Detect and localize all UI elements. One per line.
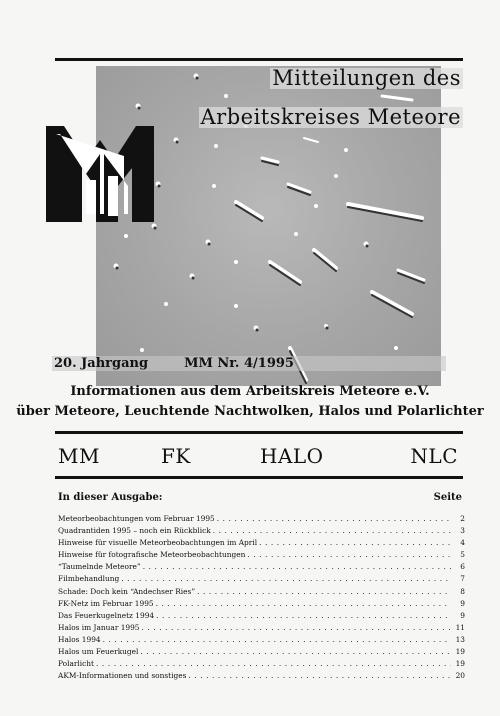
toc-leader [213,525,451,537]
toc-item-page: 13 [455,634,465,644]
issue-info [52,356,446,371]
toc-leader [96,658,451,670]
section-nlc: NLC [410,444,458,468]
toc-item-title: Halos um Feuerkugel [58,647,139,657]
toc-item[interactable] [58,537,465,549]
toc-leader [121,573,451,585]
table-of-contents [58,513,465,682]
toc-item[interactable] [58,658,465,670]
toc-item-page: 20 [455,671,465,681]
toc-item[interactable] [58,573,465,585]
toc-item-page: 9 [460,610,465,620]
toc-item-title: “Taumelnde Meteore” [58,562,141,572]
toc-item[interactable] [58,646,465,658]
toc-item-page: 11 [455,622,465,632]
toc-leader [188,670,451,682]
toc-heading: In dieser Ausgabe: [58,492,163,503]
toc-leader [197,586,451,598]
toc-item[interactable] [58,634,465,646]
toc-leader [140,646,451,658]
toc-item-page: 2 [460,514,465,523]
toc-item-title: AKM-Informationen und sonstiges [58,671,187,681]
toc-item-page: 8 [460,586,465,596]
toc-leader [143,561,451,573]
toc-page-heading: Seite [433,492,462,503]
toc-item[interactable] [58,610,465,622]
sections-top-rule [55,431,463,434]
toc-item-page: 4 [460,538,465,548]
toc-item[interactable] [58,670,465,682]
toc-leader [156,610,451,622]
mm-logo [46,126,154,222]
toc-item-page: 19 [455,659,465,669]
section-list [58,444,458,468]
toc-item-title: Polarlicht [58,659,95,669]
toc-item-page: 5 [460,550,465,560]
toc-item[interactable] [58,525,465,537]
toc-item[interactable] [58,513,465,525]
toc-item-page: 7 [460,574,465,584]
toc-item[interactable] [58,561,465,573]
toc-leader [259,537,451,549]
toc-item-title: Das Feuerkugelnetz 1994 [58,610,155,620]
toc-item-page: 3 [460,526,465,536]
top-rule [55,58,463,61]
toc-leader [103,634,451,646]
toc-item-title: FK-Netz im Februar 1995 [58,598,154,608]
toc-item-title: Halos im Januar 1995 [58,622,140,632]
toc-item-title: Hinweise für visuelle Meteorbeobachtungen im April [58,538,258,548]
toc-item[interactable] [58,549,465,561]
masthead-line-1: Mitteilungen des [272,66,461,90]
toc-item-title: Quadrantiden 1995 – noch ein Rückblick [58,526,211,536]
sections-bottom-rule [55,476,463,479]
toc-item-title: Schade: Doch kein “Andechser Ries” [58,586,196,596]
issue-number: MM Nr. 4/1995 [184,356,294,371]
masthead-line-2: Arbeitskreises Meteore [200,105,461,129]
toc-item[interactable] [58,586,465,598]
section-halo: HALO [260,444,324,468]
toc-leader [142,622,451,634]
toc-item-title: Hinweise für fotografische Meteorbeobachtungen [58,550,246,560]
subtitle-line-2: über Meteore, Leuchtende Nachtwolken, Halos und Polarlichter [16,404,484,419]
subtitle-line-1: Informationen aus dem Arbeitskreis Meteore e.V. [70,384,430,399]
section-mm: MM [58,444,100,468]
toc-item-title: Halos 1994 [58,634,101,644]
toc-header [58,492,462,503]
toc-item-page: 6 [460,562,465,572]
toc-item[interactable] [58,622,465,634]
toc-leader [156,598,451,610]
toc-item-page: 19 [455,647,465,657]
toc-leader [217,513,451,525]
toc-item[interactable] [58,598,465,610]
toc-item-title: Filmbehandlung [58,574,120,584]
issue-year: 20. Jahrgang [54,356,149,371]
toc-item-page: 9 [460,598,465,608]
toc-item-title: Meteorbeobachtungen vom Februar 1995 [58,514,215,523]
section-fk: FK [161,444,191,468]
toc-leader [247,549,451,561]
